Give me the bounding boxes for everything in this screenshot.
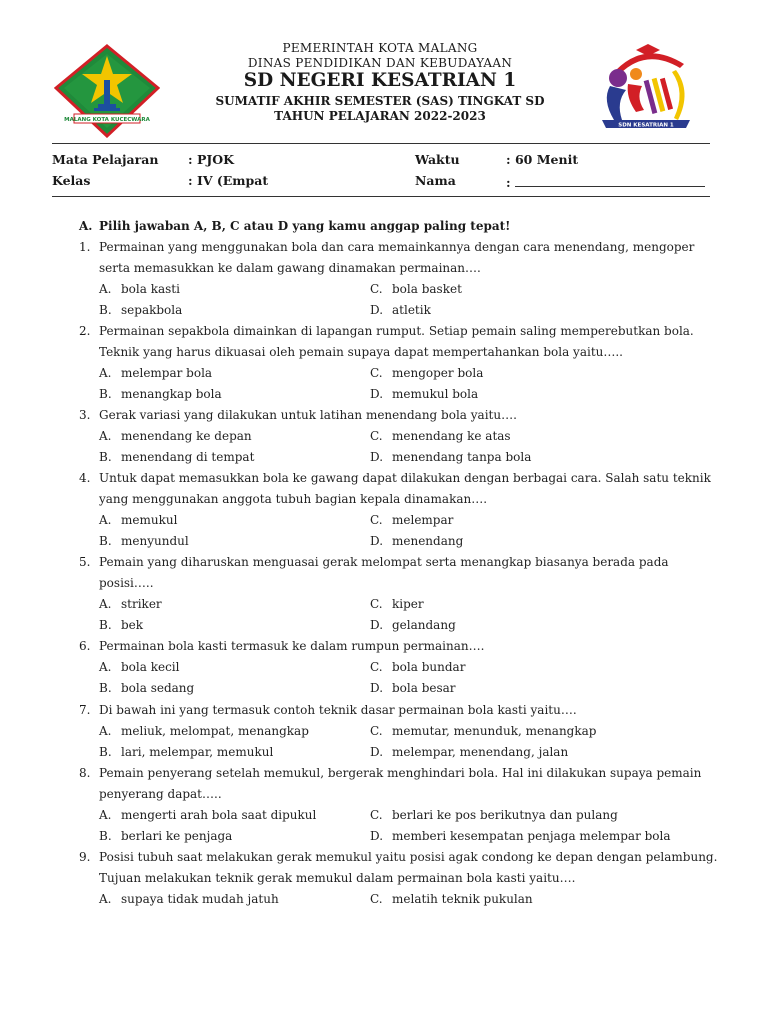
option-d: D. melempar, menendang, jalan: [370, 745, 569, 759]
option-b: B. berlari ke penjaga: [99, 829, 233, 843]
option-d: D. menendang: [370, 534, 464, 548]
question-text: Permainan sepakbola dimainkan di lapangan rumput. Setiap pemain saling memperebutkan bola.: [99, 324, 694, 338]
school-name: SD NEGERI KESATRIAN 1: [243, 70, 517, 91]
option-c: C. berlari ke pos berikutnya dan pulang: [370, 808, 618, 822]
option-c: C. memutar, menunduk, menangkap: [370, 724, 597, 738]
svg-text:SDN KESATRIAN 1: SDN KESATRIAN 1: [618, 122, 674, 129]
section-title: [79, 219, 510, 233]
government-line: PEMERINTAH KOTA MALANG: [282, 41, 478, 55]
question-text: yang menggunakan anggota tubuh bagian kepala dinamakan….: [99, 492, 488, 506]
name-field: [506, 175, 705, 190]
name-colon: :: [506, 175, 511, 190]
option-d: D. atletik: [370, 303, 431, 317]
class-label: Kelas: [52, 173, 91, 188]
option-b: B. menendang di tempat: [99, 450, 255, 464]
department-line: DINAS PENDIDIKAN DAN KEBUDAYAAN: [247, 56, 513, 70]
question-text: Teknik yang harus dikuasai oleh pemain supaya dapat mempertahankan bola yaitu…..: [99, 345, 623, 359]
question-number: 1.: [79, 240, 91, 254]
option-a: A. menendang ke depan: [99, 429, 252, 443]
option-d: D. bola besar: [370, 681, 456, 695]
option-c: C. melatih teknik pukulan: [370, 892, 533, 906]
question-text: Pemain yang diharuskan menguasai gerak melompat serta menangkap biasanya berada pada: [99, 555, 669, 569]
svg-text:MALANG KOTA KUCECWARA: MALANG KOTA KUCECWARA: [64, 117, 150, 123]
option-d: D. gelandang: [370, 618, 456, 632]
letterhead: [170, 42, 590, 122]
question-number: 4.: [79, 471, 91, 485]
question-number: 9.: [79, 850, 91, 864]
time-label: Waktu: [415, 152, 460, 167]
class-value: : IV (Empat: [188, 173, 269, 188]
option-a: A. mengerti arah bola saat dipukul: [99, 808, 317, 822]
subject-label: Mata Pelajaran: [52, 152, 159, 167]
option-a: A. striker: [99, 597, 162, 611]
option-a: A. memukul: [99, 513, 178, 527]
option-b: B. sepakbola: [99, 303, 183, 317]
option-c: C. menendang ke atas: [370, 429, 511, 443]
option-a: A. meliuk, melompat, menangkap: [99, 724, 309, 738]
header-top-rule: [52, 143, 710, 144]
question-number: 5.: [79, 555, 91, 569]
option-b: B. menyundul: [99, 534, 189, 548]
header-bottom-rule: [52, 196, 710, 197]
question-number: 3.: [79, 408, 91, 422]
option-d: D. memukul bola: [370, 387, 479, 401]
question-text: Tujuan melakukan teknik gerak memukul dalam permainan bola kasti yaitu….: [99, 871, 576, 885]
question-text: posisi…..: [99, 576, 154, 590]
exam-title: SUMATIF AKHIR SEMESTER (SAS) TINGKAT SD: [215, 93, 545, 108]
option-c: C. mengoper bola: [370, 366, 484, 380]
kota-malang-logo: [54, 44, 160, 138]
option-b: B. lari, melempar, memukul: [99, 745, 274, 759]
option-c: C. bola basket: [370, 282, 462, 296]
question-text: Permainan yang menggunakan bola dan cara memainkannya dengan cara menendang, mengoper: [99, 240, 695, 254]
question-text: serta memasukkan ke dalam gawang dinamakan permainan….: [99, 261, 481, 275]
name-blank-line: [515, 175, 705, 187]
option-a: A. bola kecil: [99, 660, 180, 674]
question-text: Posisi tubuh saat melakukan gerak memukul yaitu posisi agak condong ke depan dengan pelambung.: [99, 850, 718, 864]
option-d: D. memberi kesempatan penjaga melempar bola: [370, 829, 671, 843]
question-number: 6.: [79, 639, 91, 653]
time-value: : 60 Menit: [506, 152, 579, 167]
school-logo: [596, 40, 696, 134]
section-instruction: Pilih jawaban A, B, C atau D yang kamu anggap paling tepat!: [99, 219, 511, 233]
question-number: 8.: [79, 766, 91, 780]
question-text: Gerak variasi yang dilakukan untuk latihan menendang bola yaitu….: [99, 408, 517, 422]
subject-value: : PJOK: [188, 152, 235, 167]
question-text: Untuk dapat memasukkan bola ke gawang dapat dilakukan dengan berbagai cara. Salah satu teknik: [99, 471, 711, 485]
name-label: Nama: [415, 173, 456, 188]
question-text: Pemain penyerang setelah memukul, bergerak menghindari bola. Hal ini dilakukan supaya pemain: [99, 766, 702, 780]
academic-year: TAHUN PELAJARAN 2022-2023: [274, 108, 486, 123]
option-c: C. melempar: [370, 513, 454, 527]
option-d: D. menendang tanpa bola: [370, 450, 532, 464]
question-text: penyerang dapat…..: [99, 787, 222, 801]
option-a: A. bola kasti: [99, 282, 180, 296]
option-a: A. melempar bola: [99, 366, 213, 380]
option-b: B. bola sedang: [99, 681, 195, 695]
question-text: Permainan bola kasti termasuk ke dalam rumpun permainan….: [99, 639, 485, 653]
question-number: 2.: [79, 324, 91, 338]
section-letter: A.: [79, 219, 93, 233]
option-c: C. kiper: [370, 597, 424, 611]
option-a: A. supaya tidak mudah jatuh: [99, 892, 279, 906]
question-text: Di bawah ini yang termasuk contoh teknik dasar permainan bola kasti yaitu….: [99, 703, 577, 717]
option-b: B. menangkap bola: [99, 387, 222, 401]
option-b: B. bek: [99, 618, 144, 632]
option-c: C. bola bundar: [370, 660, 466, 674]
question-number: 7.: [79, 703, 91, 717]
